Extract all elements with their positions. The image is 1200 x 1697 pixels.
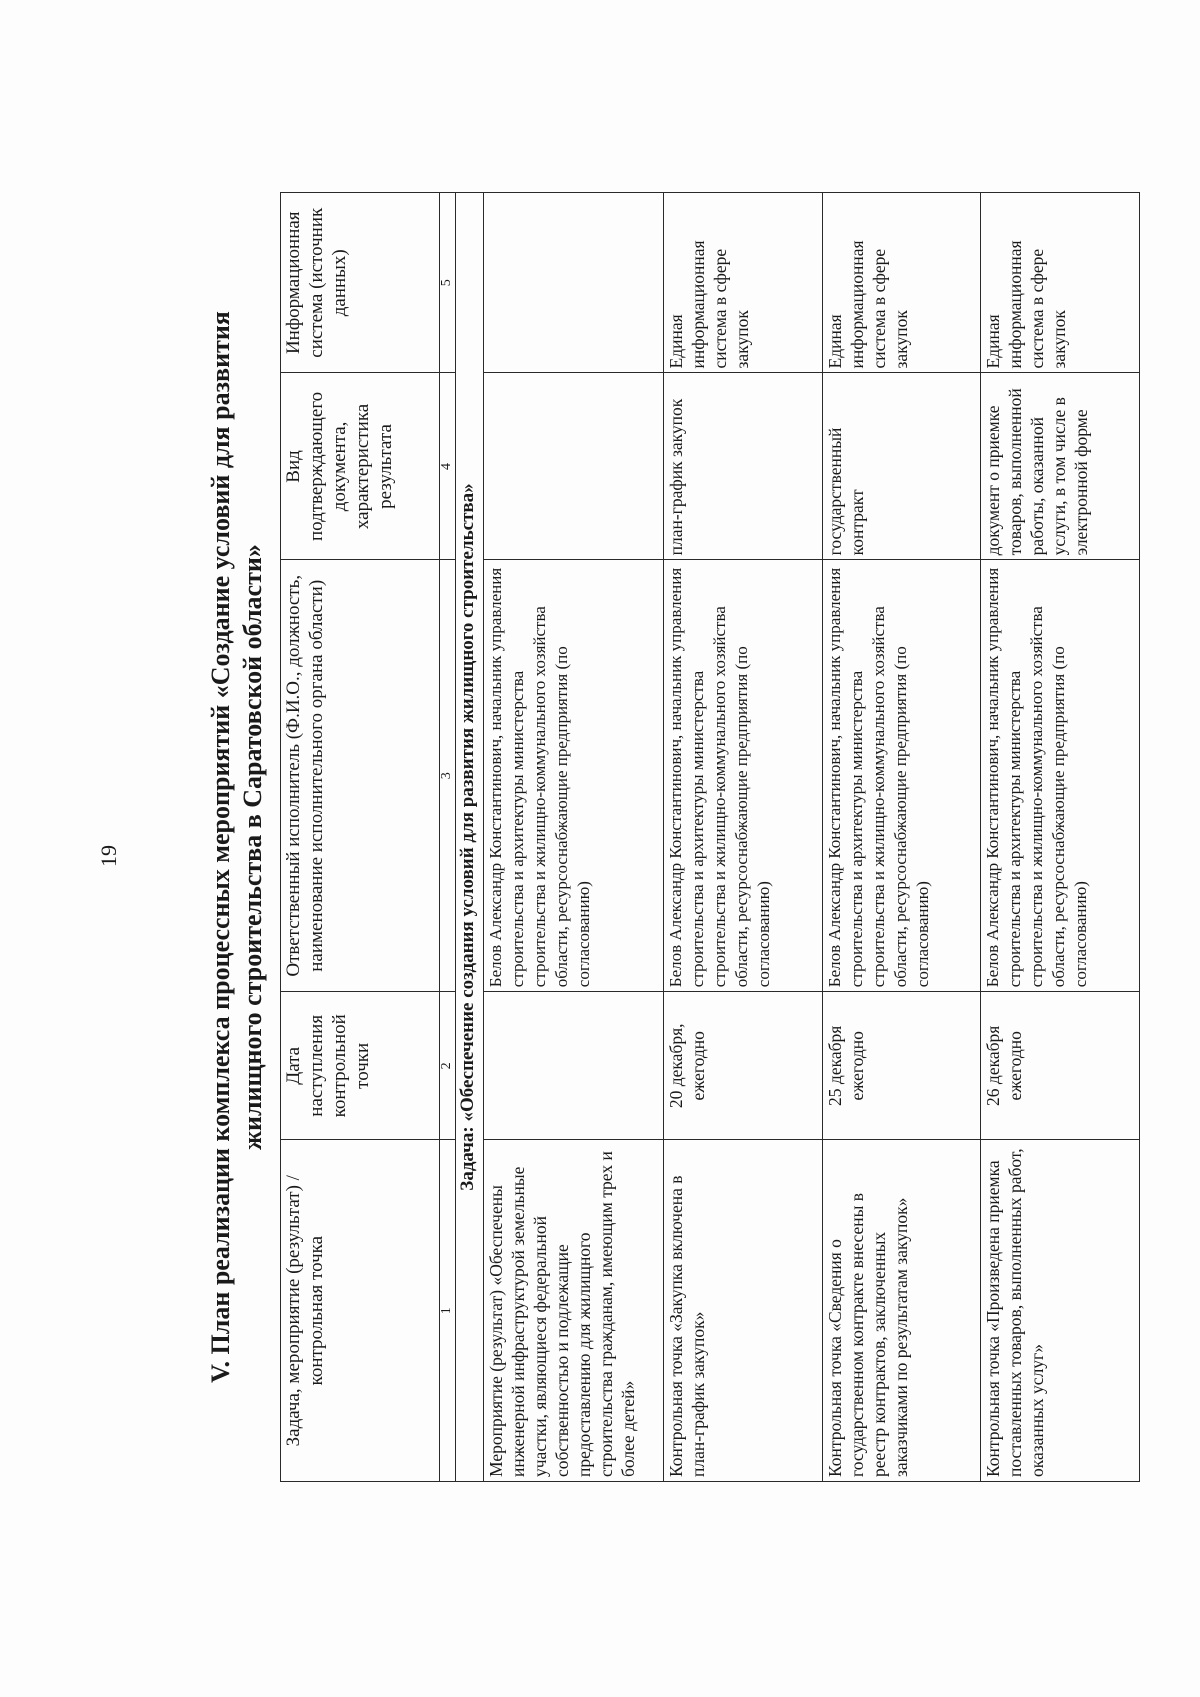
section-title-line-1: V. План реализации комплекса процессных мероприятий «Создание условий для развития — [206, 311, 235, 1383]
cell-activity: Контрольная точка «Сведения о государственном контракте внесены в реестр контрактов, заключенных заказчиками по результатам закупок» — [822, 1140, 981, 1482]
column-number: 4 — [439, 373, 455, 560]
table-row — [663, 193, 822, 1482]
cell-document: документ о приемке товаров, выполненной работы, оказанной услуги, в том числе в электронной форме — [981, 373, 1140, 560]
cell-activity: Мероприятие (результат) «Обеспечены инженерной инфраструктурой земельные участки, являющиеся федеральной собственностью и подлежащие предоставлению для жилищного строительства гражданам, имеющим трех и более детей» — [484, 1140, 664, 1482]
column-number: 2 — [439, 992, 455, 1140]
plan-table — [280, 192, 1140, 1482]
column-number: 5 — [439, 193, 455, 373]
cell-info-system: Единая информационная система в сфере закупок — [981, 193, 1140, 373]
section-title — [205, 197, 269, 1497]
page-number: 19 — [96, 845, 121, 867]
header-row — [281, 193, 440, 1482]
cell-responsible: Белов Александр Константинович, начальник управления строительства и архитектуры министерства строительства и жилищно-коммунального хозяйства области, ресурсоснабжающие предприятия (по согласованию) — [663, 560, 822, 992]
cell-date — [484, 992, 664, 1140]
cell-document: государственный контракт — [822, 373, 981, 560]
table-row — [981, 193, 1140, 1482]
cell-responsible: Белов Александр Константинович, начальник управления строительства и архитектуры министерства строительства и жилищно-коммунального хозяйства области, ресурсоснабжающие предприятия (по согласованию) — [822, 560, 981, 992]
cell-info-system: Единая информационная система в сфере закупок — [822, 193, 981, 373]
header-responsible: Ответственный исполнитель (Ф.И.О., должность, наименование исполнительного органа области) — [281, 560, 440, 992]
header-document-type: Вид подтверждающего документа, характеристика результата — [281, 373, 440, 560]
cell-date: 25 декабря ежегодно — [822, 992, 981, 1140]
header-task-activity: Задача, мероприятие (результат) / контрольная точка — [281, 1140, 440, 1482]
cell-activity: Контрольная точка «Произведена приемка поставленных товаров, выполненных работ, оказанных услуг» — [981, 1140, 1140, 1482]
column-number: 1 — [439, 1140, 455, 1482]
cell-document: план-график закупок — [663, 373, 822, 560]
cell-date: 26 декабря ежегодно — [981, 992, 1140, 1140]
table-row — [484, 193, 664, 1482]
header-info-system: Информационная система (источник данных) — [281, 193, 440, 373]
column-number-row — [439, 193, 455, 1482]
cell-responsible: Белов Александр Константинович, начальник управления строительства и архитектуры министерства строительства и жилищно-коммунального хозяйства области, ресурсоснабжающие предприятия (по согласованию) — [484, 560, 664, 992]
section-title-line-2: жилищного строительства в Саратовской области» — [238, 544, 267, 1150]
cell-info-system — [484, 193, 664, 373]
cell-date: 20 декабря, ежегодно — [663, 992, 822, 1140]
header-control-date: Дата наступления контрольной точки — [281, 992, 440, 1140]
table-row — [822, 193, 981, 1482]
column-number: 3 — [439, 560, 455, 992]
cell-info-system: Единая информационная система в сфере закупок — [663, 193, 822, 373]
task-title: Задача: «Обеспечение создания условий для развития жилищного строительства» — [455, 193, 484, 1482]
cell-responsible: Белов Александр Константинович, начальник управления строительства и архитектуры министерства строительства и жилищно-коммунального хозяйства области, ресурсоснабжающие предприятия (по согласованию) — [981, 560, 1140, 992]
cell-activity: Контрольная точка «Закупка включена в план-график закупок» — [663, 1140, 822, 1482]
task-row — [455, 193, 484, 1482]
cell-document — [484, 373, 664, 560]
